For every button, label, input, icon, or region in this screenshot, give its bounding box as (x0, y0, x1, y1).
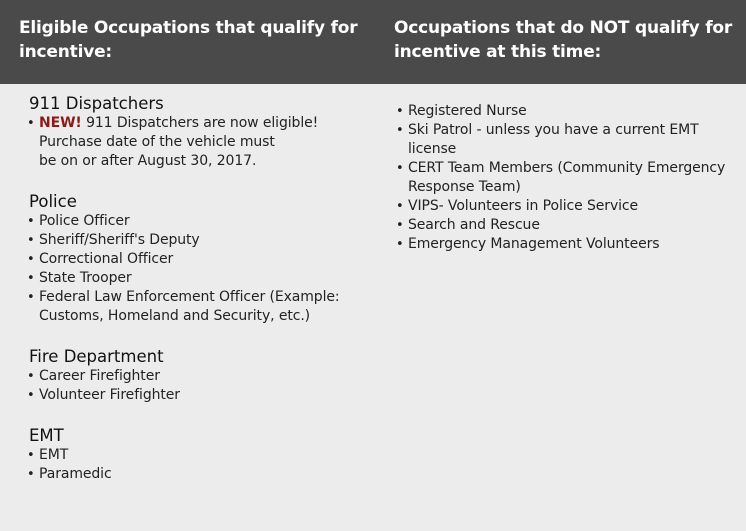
bullet-icon: • (396, 218, 404, 233)
list-item (398, 159, 738, 197)
table-header (0, 0, 746, 84)
bullet-icon: • (396, 161, 404, 176)
list-item-text: Emergency Management Volunteers (408, 236, 660, 252)
list-item (398, 197, 738, 216)
list-item (398, 102, 738, 121)
list-item-text: Paramedic (39, 466, 112, 482)
section-fire-department (29, 347, 359, 405)
list-item-text: CERT Team Members (Community Emergency Response Team) (408, 160, 726, 195)
list-item-text: Volunteer Firefighter (39, 387, 180, 403)
new-badge: NEW! (39, 115, 82, 131)
bullet-icon: • (27, 388, 35, 403)
list-item-text: Federal Law Enforcement Officer (Example: Customs, Homeland and Security, etc.) (39, 289, 340, 324)
list-item-text: Correctional Officer (39, 251, 174, 267)
dispatcher-note-line3: be on or after August 30, 2017. (39, 153, 257, 169)
bullet-icon: • (27, 290, 35, 305)
list-item (29, 250, 359, 269)
list-item-text: Career Firefighter (39, 368, 160, 384)
bullet-icon: • (27, 116, 35, 131)
list-item (29, 114, 359, 171)
list-item (29, 465, 359, 484)
eligible-column (29, 94, 359, 484)
section-title: 911 Dispatchers (29, 94, 164, 113)
list-item (29, 212, 359, 231)
list-item-text: State Trooper (39, 270, 132, 286)
section-title: Fire Department (29, 347, 164, 366)
list-item (29, 367, 359, 386)
not-eligible-column (398, 102, 738, 254)
dispatcher-note-line2: Purchase date of the vehicle must (39, 134, 275, 150)
section-title: Police (29, 192, 77, 211)
section-title: EMT (29, 426, 64, 445)
bullet-icon: • (27, 252, 35, 267)
eligible-header: Eligible Occupations that qualify for incentive: (19, 18, 358, 62)
bullet-icon: • (27, 448, 35, 463)
list-item (29, 231, 359, 250)
list-item (29, 269, 359, 288)
list-item-text: Ski Patrol - unless you have a current EMT license (408, 122, 699, 157)
bullet-icon: • (27, 467, 35, 482)
list-item (398, 121, 738, 159)
bullet-icon: • (27, 214, 35, 229)
list-item-text: Sheriff/Sheriff's Deputy (39, 232, 200, 248)
bullet-icon: • (396, 123, 404, 138)
list-item (29, 446, 359, 465)
bullet-icon: • (27, 369, 35, 384)
list-item (398, 235, 738, 254)
section-police (29, 192, 359, 326)
bullet-icon: • (396, 237, 404, 252)
bullet-icon: • (396, 104, 404, 119)
bullet-icon: • (27, 233, 35, 248)
list-item-text: Registered Nurse (408, 103, 527, 119)
list-item (29, 386, 359, 405)
list-item (29, 288, 359, 326)
list-item-text: VIPS- Volunteers in Police Service (408, 198, 639, 214)
not-eligible-header: Occupations that do NOT qualify for incentive at this time: (394, 18, 733, 62)
list-item (398, 216, 738, 235)
bullet-icon: • (27, 271, 35, 286)
section-emt (29, 426, 359, 484)
bullet-icon: • (396, 199, 404, 214)
list-item-text: Police Officer (39, 213, 130, 229)
list-item-text: Search and Rescue (408, 217, 540, 233)
list-item-text: EMT (39, 447, 69, 463)
section-911-dispatchers (29, 94, 359, 171)
dispatcher-note-line1: 911 Dispatchers are now eligible! (81, 115, 319, 131)
